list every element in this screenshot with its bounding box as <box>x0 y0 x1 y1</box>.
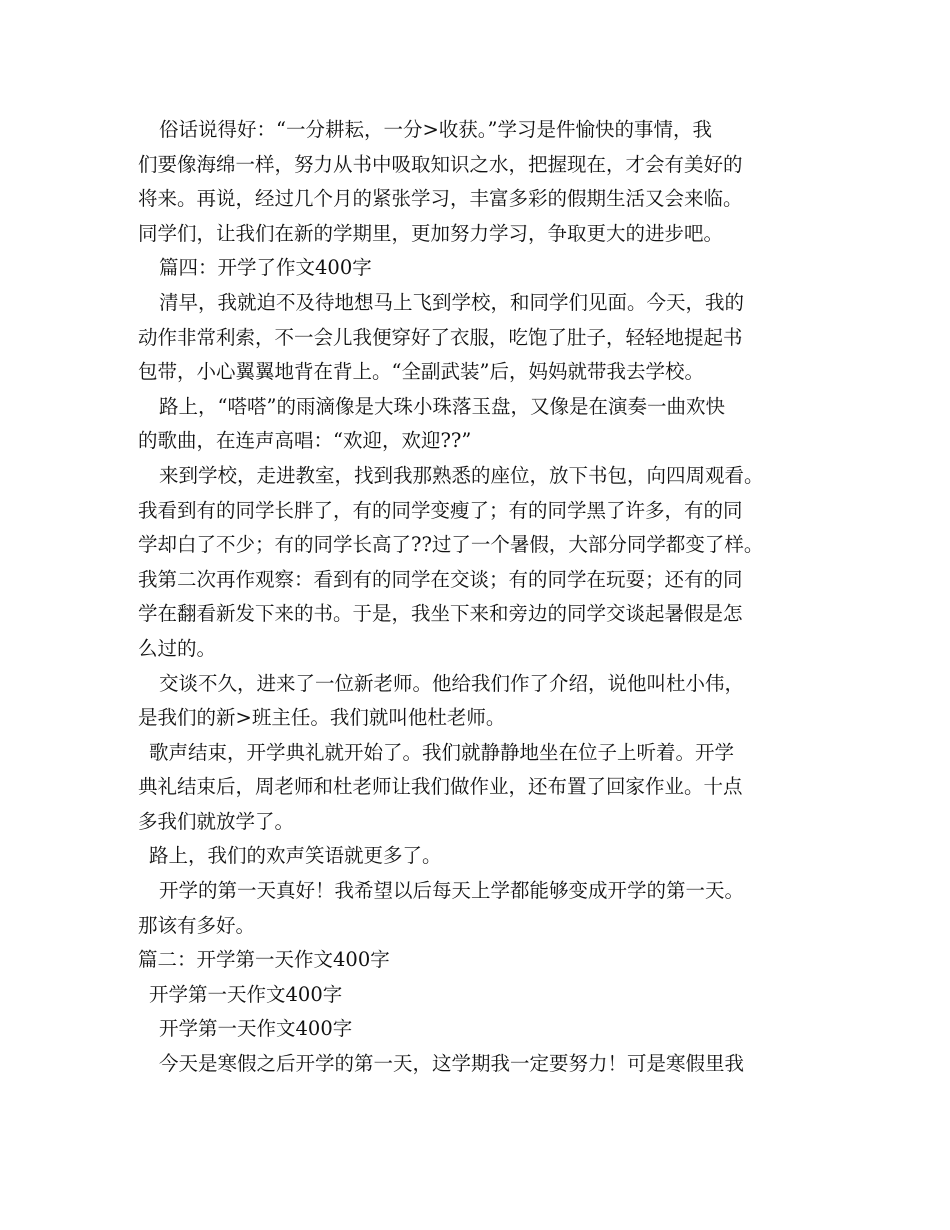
section-heading: 篇二：开学第一天作文400字 <box>138 948 390 972</box>
section-subheading: 开学第一天作文400字 <box>149 982 343 1006</box>
text-line: 路上，“嗒嗒”的雨滴像是大珠小珠落玉盘，又像是在演奏一曲欢快 <box>159 394 725 418</box>
section-heading: 篇四：开学了作文400字 <box>159 256 372 280</box>
text-line: 包带，小心翼翼地背在背上。“全副武装”后，妈妈就带我去学校。 <box>138 360 704 384</box>
text-line: 今天是寒假之后开学的第一天，这学期我一定要努力！可是寒假里我 <box>159 1052 745 1076</box>
text-line: 清早，我就迫不及待地想马上飞到学校，和同学们见面。今天，我的 <box>159 290 745 314</box>
text-line: 我第二次再作观察：看到有的同学在交谈；有的同学在玩耍；还有的同 <box>138 567 743 591</box>
text-line: 那该有多好。 <box>138 913 256 937</box>
text-line: 开学的第一天真好！我希望以后每天上学都能够变成开学的第一天。 <box>159 879 745 903</box>
text-line: 多我们就放学了。 <box>138 809 295 833</box>
text-line: 将来。再说，经过几个月的紧张学习，丰富多彩的假期生活又会来临。 <box>138 187 743 211</box>
text-line: 歌声结束，开学典礼就开始了。我们就静静地坐在位子上听着。开学 <box>149 740 735 764</box>
text-line: 同学们，让我们在新的学期里，更加努力学习，争取更大的进步吧。 <box>138 221 724 245</box>
section-subheading: 开学第一天作文400字 <box>159 1017 353 1041</box>
text-line: 是我们的新>班主任。我们就叫他杜老师。 <box>138 706 506 730</box>
text-line: 俗话说得好：“一分耕耘，一分>收获。”学习是件愉快的事情，我 <box>159 118 713 141</box>
text-line: 们要像海绵一样，努力从书中吸取知识之水，把握现在，才会有美好的 <box>138 152 743 176</box>
text-line: 的歌曲，在连声高唱：“欢迎，欢迎??” <box>138 429 472 453</box>
text-line: 么过的。 <box>138 636 217 660</box>
text-line: 典礼结束后，周老师和杜老师让我们做作业，还布置了回家作业。十点 <box>138 775 743 799</box>
document-body <box>138 113 818 1082</box>
text-line: 我看到有的同学长胖了，有的同学变瘦了；有的同学黑了许多，有的同 <box>138 498 743 522</box>
text-line: 路上，我们的欢声笑语就更多了。 <box>149 844 442 868</box>
text-line: 动作非常利索，不一会儿我便穿好了衣服，吃饱了肚子，轻轻地提起书 <box>138 325 743 349</box>
text-line: 学在翻看新发下来的书。于是，我坐下来和旁边的同学交谈起暑假是怎 <box>138 602 743 626</box>
text-line: 交谈不久，进来了一位新老师。他给我们作了介绍，说他叫杜小伟， <box>159 671 745 695</box>
text-line: 学却白了不少；有的同学长高了??过了一个暑假，大部分同学都变了样。 <box>138 533 764 557</box>
text-line: 来到学校，走进教室，找到我那熟悉的座位，放下书包，向四周观看。 <box>159 463 764 487</box>
